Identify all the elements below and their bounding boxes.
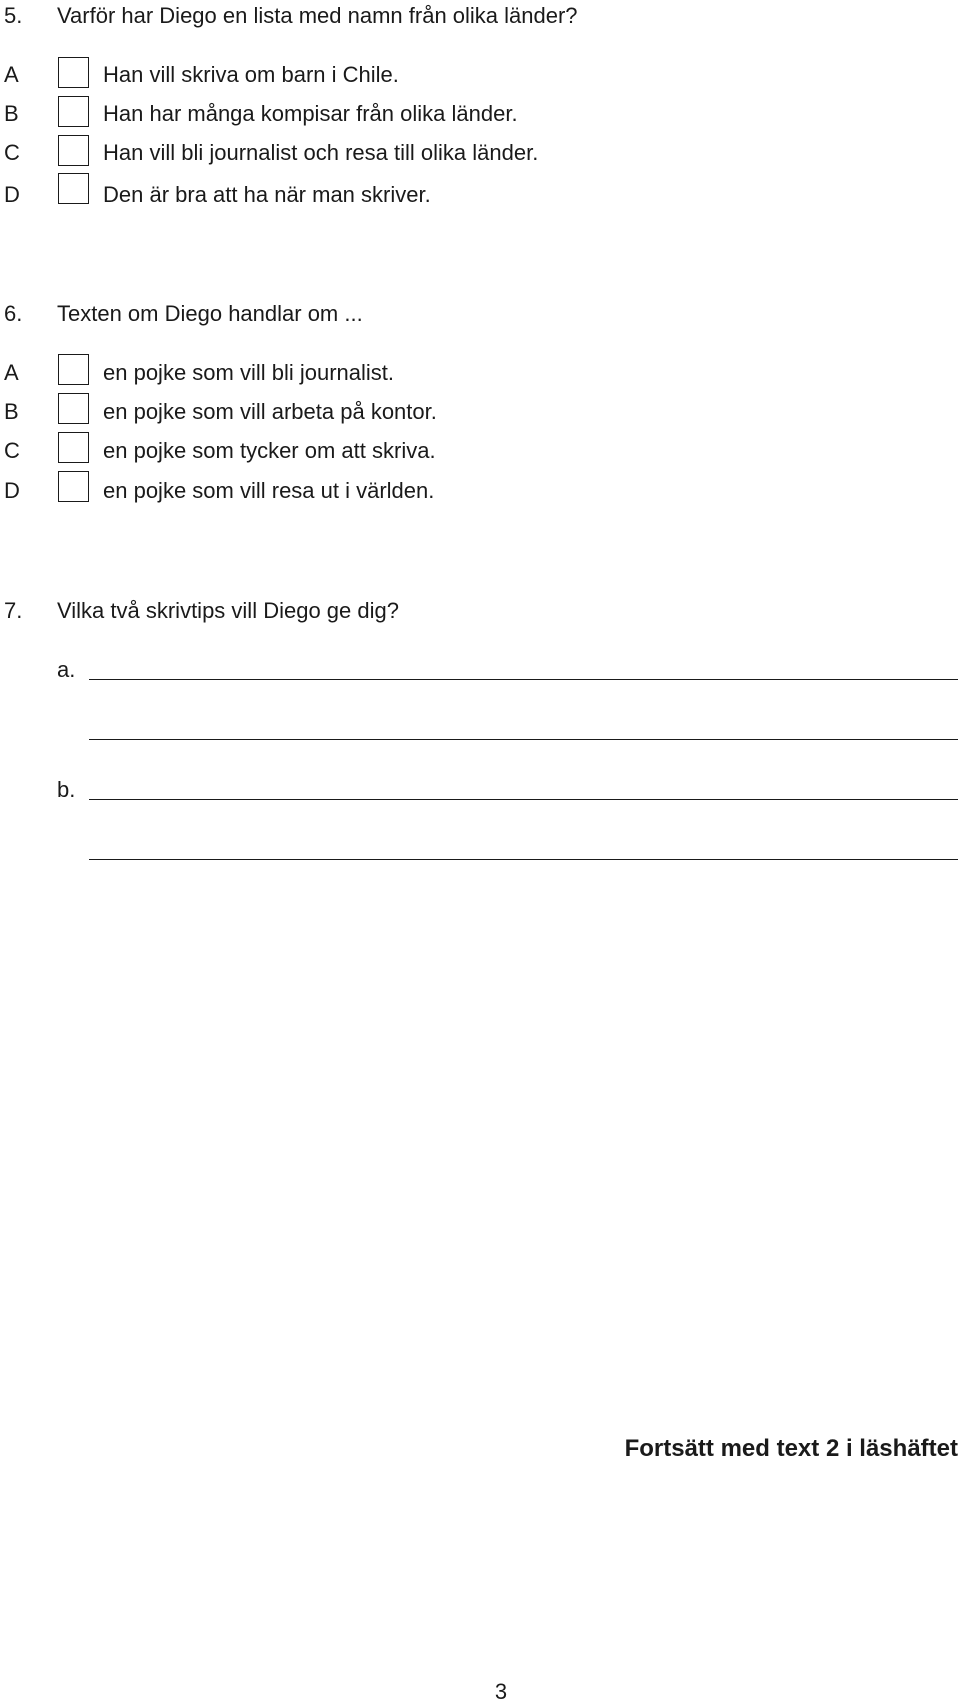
question-number: 5. (4, 3, 23, 28)
question-text: Varför har Diego en lista med namn från olika länder? (57, 3, 578, 28)
question-number: 6. (4, 301, 23, 326)
option-text: en pojke som tycker om att skriva. (103, 438, 436, 463)
answer-checkbox-c[interactable] (58, 135, 89, 166)
option-letter: A (4, 360, 19, 385)
answer-line-b-2[interactable] (89, 859, 958, 860)
option-letter: B (4, 101, 19, 126)
answer-checkbox-b[interactable] (58, 96, 89, 127)
answer-checkbox-c[interactable] (58, 432, 89, 463)
answer-checkbox-b[interactable] (58, 393, 89, 424)
option-letter: A (4, 62, 19, 87)
answer-label-a: a. (57, 657, 76, 682)
question-text: Texten om Diego handlar om ... (57, 301, 363, 326)
option-letter: B (4, 399, 19, 424)
option-letter: D (4, 182, 20, 207)
answer-line-a-2[interactable] (89, 739, 958, 740)
option-text: Han har många kompisar från olika länder. (103, 101, 518, 126)
option-text: en pojke som vill resa ut i världen. (103, 478, 435, 503)
answer-label-b: b. (57, 777, 76, 802)
question-number: 7. (4, 598, 23, 623)
continue-instruction: Fortsätt med text 2 i läshäftet (624, 1435, 958, 1462)
answer-checkbox-a[interactable] (58, 354, 89, 385)
option-letter: C (4, 438, 20, 463)
answer-line-a-1[interactable] (89, 679, 958, 680)
option-text: Den är bra att ha när man skriver. (103, 182, 431, 207)
answer-checkbox-d[interactable] (58, 471, 89, 502)
page-number: 3 (494, 1679, 508, 1704)
option-letter: D (4, 478, 20, 503)
answer-checkbox-d[interactable] (58, 173, 89, 204)
option-text: Han vill bli journalist och resa till olika länder. (103, 140, 539, 165)
answer-checkbox-a[interactable] (58, 57, 89, 88)
option-letter: C (4, 140, 20, 165)
answer-line-b-1[interactable] (89, 799, 958, 800)
option-text: Han vill skriva om barn i Chile. (103, 62, 399, 87)
option-text: en pojke som vill bli journalist. (103, 360, 395, 385)
question-text: Vilka två skrivtips vill Diego ge dig? (57, 598, 399, 623)
option-text: en pojke som vill arbeta på kontor. (103, 399, 437, 424)
